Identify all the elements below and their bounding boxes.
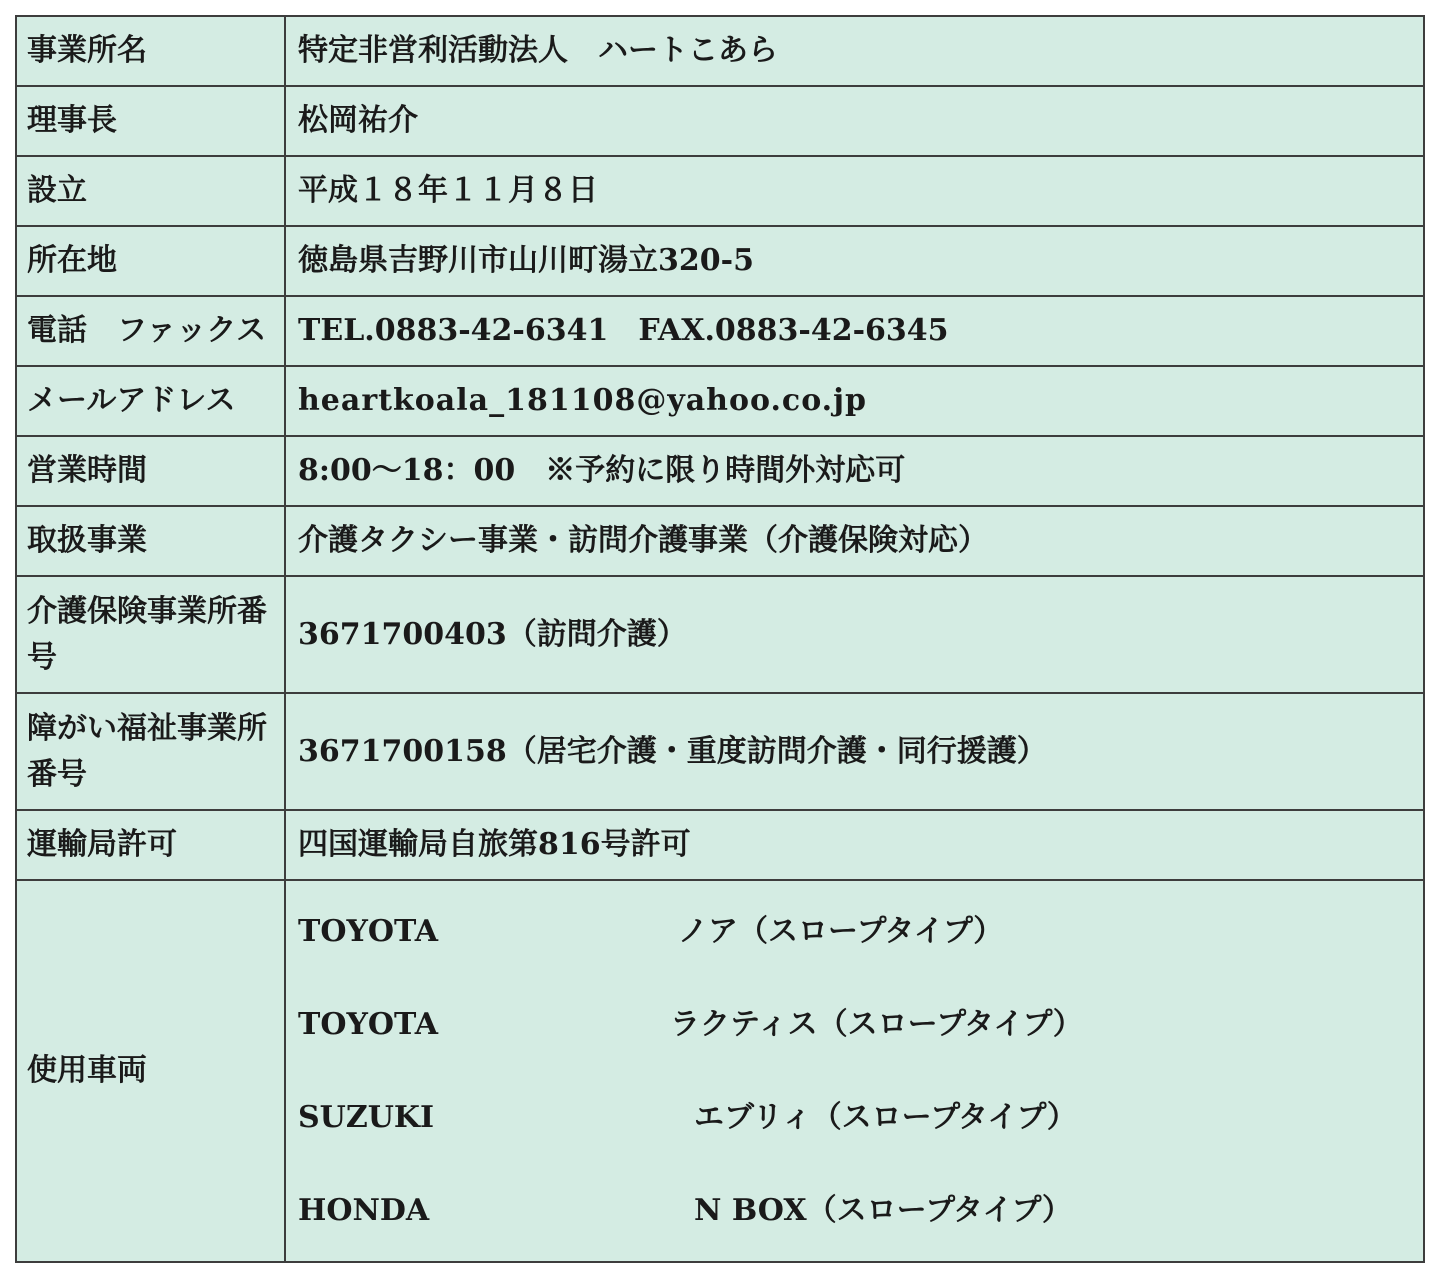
- row-disability-welfare-number: [16, 693, 1424, 810]
- label-email: メールアドレス: [16, 366, 285, 436]
- value-established: 平成１８年１１月８日: [285, 156, 1424, 226]
- row-transport-permit: [16, 810, 1424, 880]
- vehicle-list: [298, 881, 1413, 1261]
- value-care-insurance-number: 3671700403（訪問介護）: [285, 576, 1424, 693]
- value-chairman: 松岡祐介: [285, 86, 1424, 156]
- label-services: 取扱事業: [16, 506, 285, 576]
- vehicle-item: [298, 978, 1413, 1071]
- value-address: 徳島県吉野川市山川町湯立320-5: [285, 226, 1424, 296]
- label-address: 所在地: [16, 226, 285, 296]
- vehicle-item: [298, 1071, 1413, 1164]
- label-care-insurance-number: 介護保険事業所番号: [16, 576, 285, 693]
- value-vehicles: [285, 880, 1424, 1262]
- row-chairman: [16, 86, 1424, 156]
- value-email[interactable]: heartkoala_181108@yahoo.co.jp: [285, 366, 1424, 436]
- label-phone-fax: 電話 ファックス: [16, 296, 285, 366]
- label-vehicles: 使用車両: [16, 880, 285, 1262]
- row-address: [16, 226, 1424, 296]
- row-established: [16, 156, 1424, 226]
- company-info-table: [15, 15, 1425, 1263]
- label-transport-permit: 運輸局許可: [16, 810, 285, 880]
- row-business-hours: [16, 436, 1424, 506]
- row-services: [16, 506, 1424, 576]
- label-disability-welfare-number: 障がい福祉事業所番号: [16, 693, 285, 810]
- vehicle-model: N BOX（スロープタイプ）: [694, 1193, 1072, 1228]
- vehicle-item: [298, 885, 1413, 978]
- row-office-name: [16, 16, 1424, 86]
- label-chairman: 理事長: [16, 86, 285, 156]
- vehicle-model: ノア（スロープタイプ）: [678, 914, 1004, 949]
- row-email: [16, 366, 1424, 436]
- vehicle-maker: TOYOTA: [298, 1007, 438, 1042]
- value-office-name: 特定非営利活動法人 ハートこあら: [285, 16, 1424, 86]
- value-business-hours: 8:00〜18：00 ※予約に限り時間外対応可: [285, 436, 1424, 506]
- value-services: 介護タクシー事業・訪問介護事業（介護保険対応）: [285, 506, 1424, 576]
- vehicle-maker: HONDA: [298, 1193, 430, 1228]
- label-established: 設立: [16, 156, 285, 226]
- row-vehicles: [16, 880, 1424, 1262]
- vehicle-maker: TOYOTA: [298, 914, 438, 949]
- vehicle-maker: SUZUKI: [298, 1100, 434, 1135]
- value-disability-welfare-number: 3671700158（居宅介護・重度訪問介護・同行援護）: [285, 693, 1424, 810]
- value-phone-fax: TEL.0883-42-6341 FAX.0883-42-6345: [285, 296, 1424, 366]
- vehicle-model: ラクティス（スロープタイプ）: [670, 1007, 1083, 1042]
- vehicle-item: [298, 1164, 1413, 1257]
- label-business-hours: 営業時間: [16, 436, 285, 506]
- vehicle-model: エブリィ（スロープタイプ）: [694, 1100, 1077, 1135]
- value-transport-permit: 四国運輸局自旅第816号許可: [285, 810, 1424, 880]
- row-phone-fax: [16, 296, 1424, 366]
- row-care-insurance-number: [16, 576, 1424, 693]
- label-office-name: 事業所名: [16, 16, 285, 86]
